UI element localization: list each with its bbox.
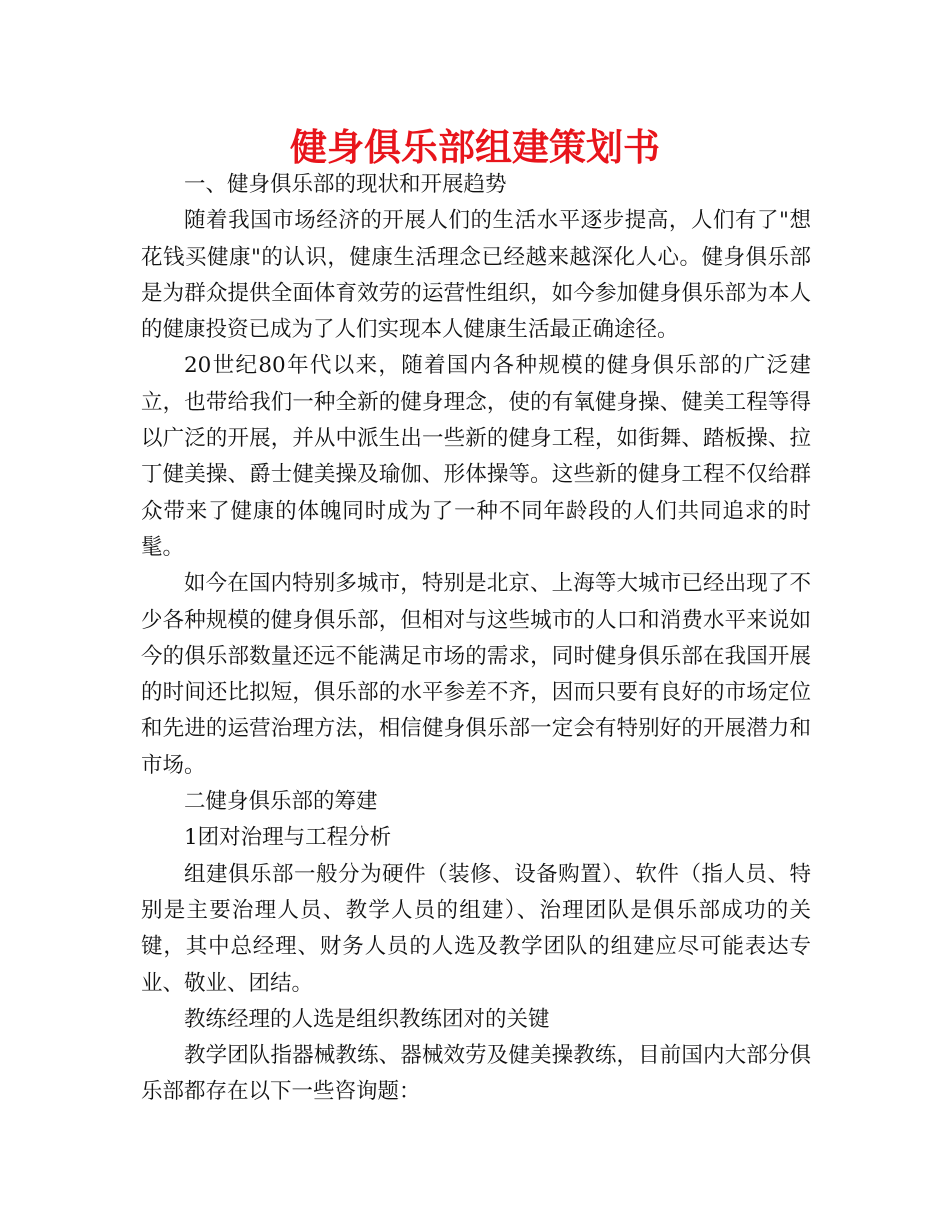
paragraph: 教练经理的人选是组织教练团对的关键 bbox=[184, 1006, 550, 1032]
paragraph: 如今在国内特别多城市，特别是北京、上海等大城市已经出现了不少各种规模的健身俱乐部，但相对与这些城市的人口和消费水平来说如今的俱乐部数量还远不能满足市场的需求，同时健身俱乐部在我国开展的时间还比拟短，俱乐部的水平参差不齐，因而只要有良好的市场定位和先进的运营治理方法，相信健身俱乐部一定会有特别好的开展潜力和市场。 bbox=[141, 571, 811, 778]
subsection-heading-team-management: 1团对治理与工程分析 bbox=[184, 825, 392, 851]
paragraph: 20世纪80年代以来，随着国内各种规模的健身俱乐部的广泛建立，也带给我们一种全新的健身理念，使的有氧健身操、健美工程等得以广泛的开展，并从中派生出一些新的健身工程，如街舞、踏板操、拉丁健美操、爵士健美操及瑜伽、形体操等。这些新的健身工程不仅给群众带来了健康的体魄同时成为了一种不同年龄段的人们共同追求的时髦。 bbox=[141, 353, 811, 560]
paragraph: 组建俱乐部一般分为硬件（装修、设备购置）、软件（指人员、特别是主要治理人员、教学人员的组建）、治理团队是俱乐部成功的关键，其中总经理、财务人员的人选及教学团队的组建应尽可能表达专业、敬业、团结。 bbox=[141, 861, 811, 996]
paragraph: 教学团队指器械教练、器械效劳及健美操教练，目前国内大部分俱乐部都存在以下一些咨询题： bbox=[141, 1043, 811, 1105]
section-heading-establishment: 二健身俱乐部的筹建 bbox=[184, 789, 378, 815]
section-heading-status-trend: 一、健身俱乐部的现状和开展趋势 bbox=[184, 172, 507, 197]
paragraph: 随着我国市场经济的开展人们的生活水平逐步提高，人们有了"想花钱买健康"的认识，健康生活理念已经越来越深化人心。健身俱乐部是为群众提供全面体育效劳的运营性组织，如今参加健身俱乐部为本人的健康投资已成为了人们实现本人健康生活最正确途径。 bbox=[141, 208, 811, 343]
document-body bbox=[141, 167, 811, 1111]
document-title: 健身俱乐部组建策划书 bbox=[290, 125, 660, 169]
